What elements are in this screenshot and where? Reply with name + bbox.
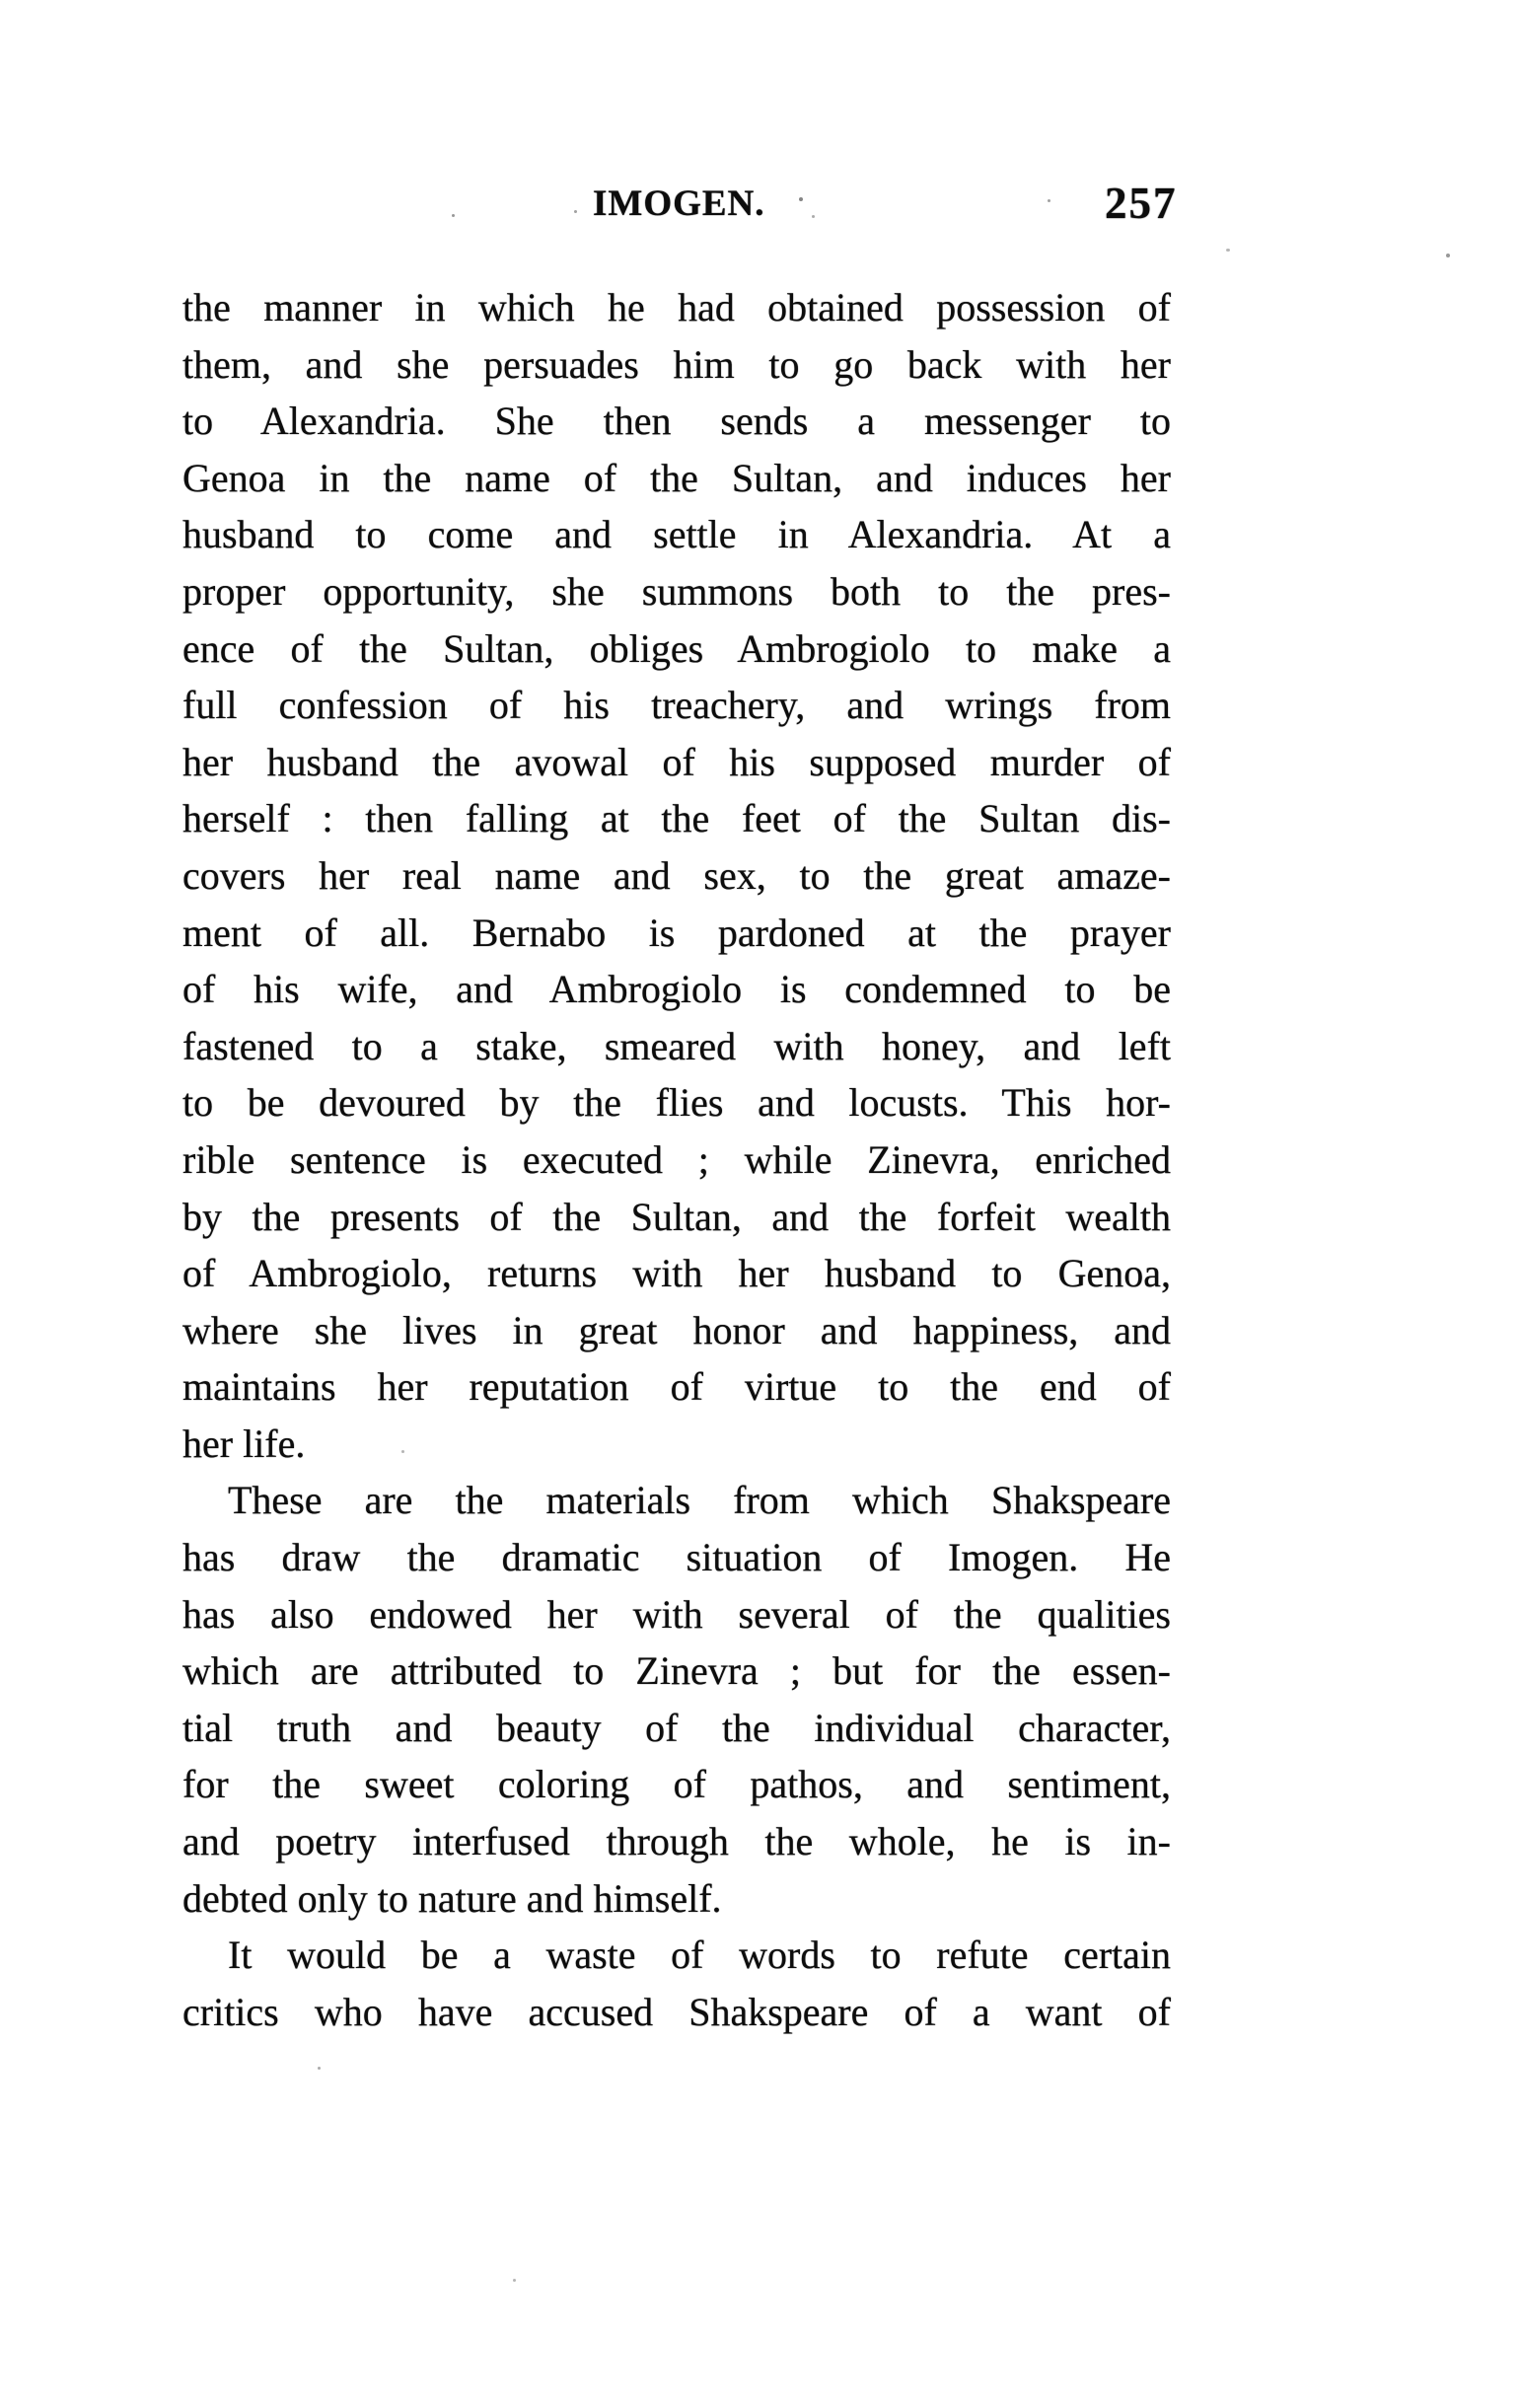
text-line: rible sentence is executed ; while Zinevra, enriched [182,1136,1171,1182]
text-line: debted only to nature and himself. [182,1875,722,1921]
text-line: to be devoured by the flies and locusts. This hor- [182,1080,1171,1126]
text-line: proper opportunity, she summons both to the pres- [182,568,1171,614]
page-body [182,279,1171,2040]
scan-speck [1226,249,1230,252]
scan-speck [513,2279,516,2282]
paragraph [182,1472,1171,1927]
text-line: ment of all. Bernabo is pardoned at the prayer [182,910,1171,955]
text-line: of Ambrogiolo, returns with her husband to Genoa, [182,1251,1171,1296]
text-line: fastened to a stake, smeared with honey, and left [182,1023,1171,1068]
text-line: her husband the avowal of his supposed murder of [182,739,1171,784]
text-line: It would be a waste of words to refute certain [228,1933,1171,1978]
scan-speck [1446,254,1450,257]
scan-speck [452,214,455,217]
text-line: covers her real name and sex, to the great amaze- [182,852,1171,898]
text-line: Genoa in the name of the Sultan, and induces her [182,455,1171,500]
paragraph [182,279,1171,1472]
text-line: full confession of his treachery, and wrings from [182,683,1171,728]
text-line: maintains her reputation of virtue to the end of [182,1364,1171,1410]
text-line: where she lives in great honor and happiness, and [182,1307,1171,1352]
text-line: has draw the dramatic situation of Imogen. He [182,1535,1171,1580]
page-number: 257 [1105,179,1178,228]
text-line: husband to come and settle in Alexandria. At a [182,512,1171,557]
text-line: has also endowed her with several of the qualities [182,1591,1171,1637]
text-line: tial truth and beauty of the individual character, [182,1705,1171,1750]
running-header-title: IMOGEN. [593,183,765,224]
text-line: her life. [182,1421,306,1466]
text-line: to Alexandria. She then sends a messenger to [182,399,1171,444]
text-line: ence of the Sultan, obliges Ambrogiolo to make a [182,625,1171,671]
text-line: of his wife, and Ambrogiolo is condemned to be [182,967,1171,1012]
scan-speck [1048,199,1050,202]
scan-speck [812,215,815,218]
scan-speck [799,197,803,201]
scan-speck [401,1450,404,1453]
paragraph [182,1927,1171,2040]
scan-speck [574,210,577,213]
text-line: the manner in which he had obtained possession of [182,285,1171,329]
text-line: by the presents of the Sultan, and the forfeit wealth [182,1194,1171,1239]
text-line: herself : then falling at the feet of the Sultan dis- [182,796,1171,841]
text-line: These are the materials from which Shakspeare [228,1478,1171,1523]
text-line: and poetry interfused through the whole, he is in- [182,1819,1171,1864]
text-line: critics who have accused Shakspeare of a want of [182,1989,1171,2034]
text-line: them, and she persuades him to go back with her [182,341,1171,387]
scan-speck [318,2067,321,2070]
text-line: which are attributed to Zinevra ; but for the essen- [182,1648,1171,1694]
text-line: for the sweet coloring of pathos, and sentiment, [182,1762,1171,1807]
